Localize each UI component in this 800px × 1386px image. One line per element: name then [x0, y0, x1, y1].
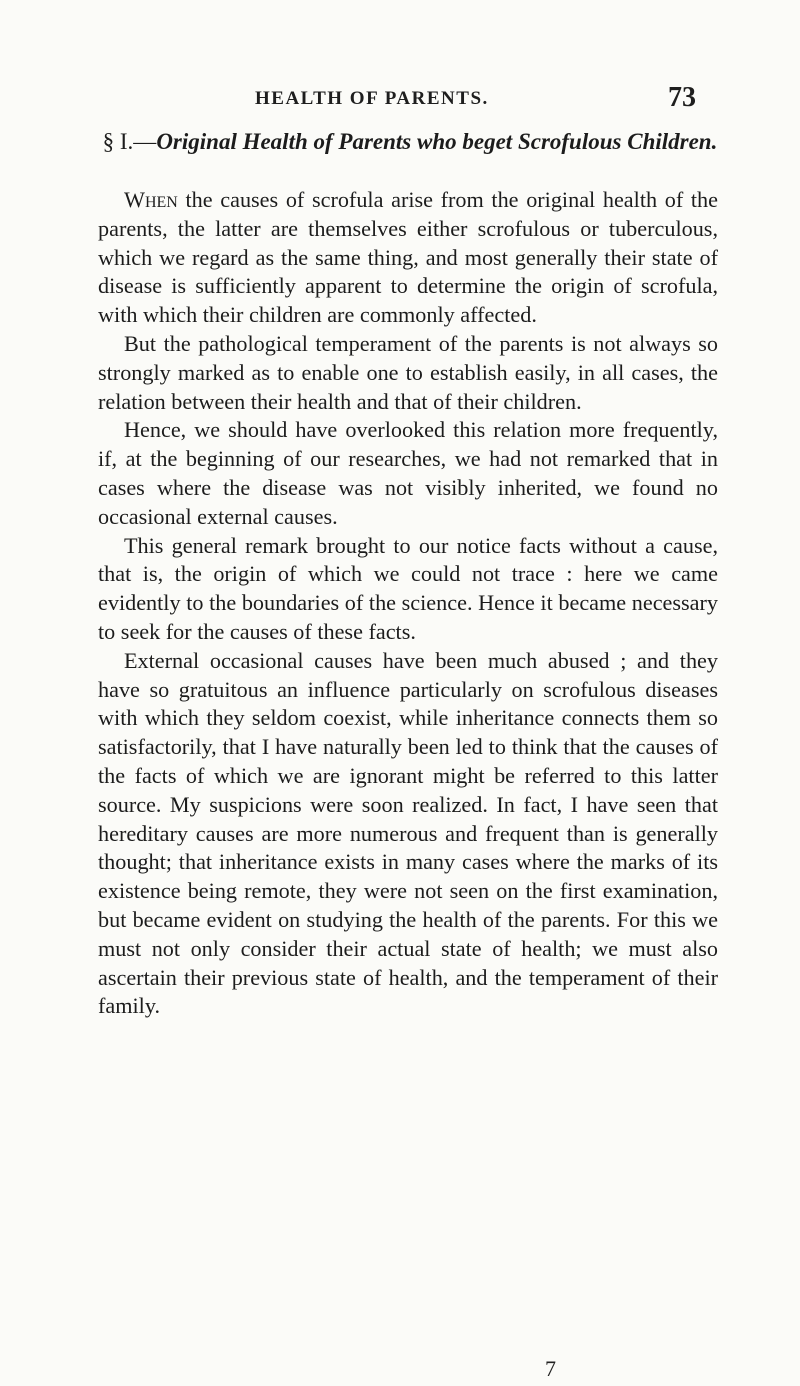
paragraph: But the pathological temperament of the parents is not always so strongly marked as to enable one to establish easily, in all cases, the relation between their health and that of their children. — [98, 330, 718, 414]
body-text — [98, 186, 718, 1021]
paragraph — [98, 186, 718, 330]
paragraph: External occasional causes have been much abused ; and they have so gratuitous an influence particularly on scrofulous diseases with which they seldom coexist, while inheritance connects them so satisfactorily, that I have naturally been led to think that the causes of the facts of which we are ignorant might be referred to this latter source. My suspicions were soon realized. In fact, I have seen that hereditary causes are more numerous and frequent than is generally thought; that inheritance exists in many cases where the marks of its existence being remote, they were not seen on the first examination, but became evident on studying the health of the parents. For this we must not only consider their actual state of health; we must also ascertain their previous state of health, and the temperament of their family. — [98, 647, 718, 1019]
paragraph-lead-word: When — [124, 187, 178, 212]
page-number: 73 — [668, 82, 696, 113]
paragraph: This general remark brought to our notice facts without a cause, that is, the origin of which we could not trace : here we came evidently to the boundaries of the science. Hence it became necessary to seek for the causes of these facts. — [98, 532, 718, 644]
section-title: Original Health of Parents who beget Scrofulous Children. — [156, 129, 718, 154]
signature-mark: 7 — [545, 1356, 556, 1381]
paragraph-text: the causes of scrofula arise from the original health of the parents, the latter are themselves either scrofulous or tuberculous, which we regard as the same thing, and most generally their state of disease is sufficiently apparent to determine the origin of scrofula, with which their children are commonly affected. — [98, 187, 718, 328]
section-number: § I.— — [102, 129, 157, 154]
running-head: HEALTH OF PARENTS. — [255, 88, 489, 109]
section-heading — [100, 128, 720, 156]
paragraph: Hence, we should have overlooked this relation more frequently, if, at the beginning of our researches, we had not remarked that in cases where the disease was not visibly inherited, we found no occasional external causes. — [98, 417, 718, 529]
